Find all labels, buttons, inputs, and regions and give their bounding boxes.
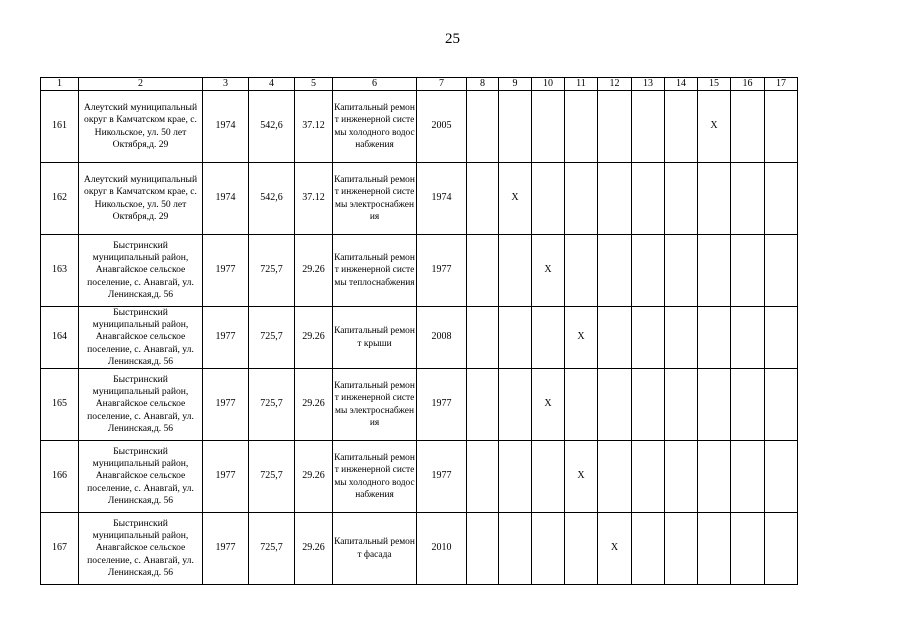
address-cell: Алеутский муниципальный округ в Камчатском крае, с. Никольское, ул. 50 лет Октября,д. 29 bbox=[79, 163, 203, 235]
mark-cell bbox=[499, 513, 532, 585]
mark-cell bbox=[467, 369, 499, 441]
build-year-cell: 1977 bbox=[203, 307, 249, 369]
mark-cell bbox=[532, 513, 565, 585]
mark-cell bbox=[632, 91, 665, 163]
work-year-cell: 1977 bbox=[417, 369, 467, 441]
column-number: 4 bbox=[249, 78, 295, 91]
mark-cell bbox=[499, 235, 532, 307]
column-number: 12 bbox=[598, 78, 632, 91]
mark-cell bbox=[598, 91, 632, 163]
work-type-cell: Капитальный ремонт инженерной системы холодного водоснабжения bbox=[333, 91, 417, 163]
mark-cell bbox=[632, 235, 665, 307]
area-cell: 725,7 bbox=[249, 441, 295, 513]
mark-cell bbox=[731, 91, 765, 163]
address-cell: Алеутский муниципальный округ в Камчатском крае, с. Никольское, ул. 50 лет Октября,д. 29 bbox=[79, 91, 203, 163]
table-row bbox=[41, 91, 798, 163]
work-type-cell: Капитальный ремонт инженерной системы холодного водоснабжения bbox=[333, 441, 417, 513]
column-number: 11 bbox=[565, 78, 598, 91]
table-row bbox=[41, 441, 798, 513]
build-year-cell: 1977 bbox=[203, 369, 249, 441]
work-year-cell: 1977 bbox=[417, 235, 467, 307]
work-year-cell: 2010 bbox=[417, 513, 467, 585]
mark-cell bbox=[765, 235, 798, 307]
address-cell: Быстринский муниципальный район, Анавгайское сельское поселение, с. Анавгай, ул. Ленинская,д. 56 bbox=[79, 441, 203, 513]
mark-cell bbox=[665, 91, 698, 163]
mark-cell bbox=[731, 513, 765, 585]
row-number: 165 bbox=[41, 369, 79, 441]
row-number: 163 bbox=[41, 235, 79, 307]
table-row bbox=[41, 513, 798, 585]
build-year-cell: 1974 bbox=[203, 91, 249, 163]
mark-cell bbox=[665, 163, 698, 235]
mark-cell bbox=[467, 91, 499, 163]
rate-cell: 29.26 bbox=[295, 307, 333, 369]
table-row bbox=[41, 369, 798, 441]
column-number: 17 bbox=[765, 78, 798, 91]
mark-cell bbox=[765, 163, 798, 235]
work-year-cell: 1977 bbox=[417, 441, 467, 513]
mark-cell: X bbox=[532, 369, 565, 441]
mark-cell bbox=[665, 513, 698, 585]
column-number: 7 bbox=[417, 78, 467, 91]
rate-cell: 29.26 bbox=[295, 235, 333, 307]
row-number: 166 bbox=[41, 441, 79, 513]
area-cell: 725,7 bbox=[249, 369, 295, 441]
mark-cell bbox=[467, 513, 499, 585]
mark-cell bbox=[467, 307, 499, 369]
mark-cell bbox=[632, 307, 665, 369]
rate-cell: 29.26 bbox=[295, 369, 333, 441]
column-number: 15 bbox=[698, 78, 731, 91]
mark-cell bbox=[532, 91, 565, 163]
work-year-cell: 2008 bbox=[417, 307, 467, 369]
column-number: 16 bbox=[731, 78, 765, 91]
mark-cell bbox=[632, 163, 665, 235]
column-number: 2 bbox=[79, 78, 203, 91]
mark-cell bbox=[532, 441, 565, 513]
address-cell: Быстринский муниципальный район, Анавгайское сельское поселение, с. Анавгай, ул. Ленинская,д. 56 bbox=[79, 235, 203, 307]
mark-cell: X bbox=[565, 307, 598, 369]
rate-cell: 37.12 bbox=[295, 91, 333, 163]
register-table bbox=[40, 77, 798, 585]
address-cell: Быстринский муниципальный район, Анавгайское сельское поселение, с. Анавгай, ул. Ленинская,д. 56 bbox=[79, 307, 203, 369]
mark-cell bbox=[731, 441, 765, 513]
table-row bbox=[41, 307, 798, 369]
table-row bbox=[41, 163, 798, 235]
mark-cell bbox=[565, 163, 598, 235]
mark-cell bbox=[731, 369, 765, 441]
area-cell: 542,6 bbox=[249, 91, 295, 163]
work-type-cell: Капитальный ремонт инженерной системы электроснабжения bbox=[333, 369, 417, 441]
build-year-cell: 1977 bbox=[203, 513, 249, 585]
mark-cell bbox=[665, 369, 698, 441]
area-cell: 725,7 bbox=[249, 513, 295, 585]
mark-cell bbox=[665, 307, 698, 369]
mark-cell bbox=[765, 91, 798, 163]
mark-cell: X bbox=[565, 441, 598, 513]
mark-cell bbox=[698, 369, 731, 441]
mark-cell bbox=[532, 307, 565, 369]
column-number: 1 bbox=[41, 78, 79, 91]
row-number: 162 bbox=[41, 163, 79, 235]
mark-cell: X bbox=[698, 91, 731, 163]
mark-cell bbox=[467, 235, 499, 307]
work-type-cell: Капитальный ремонт крыши bbox=[333, 307, 417, 369]
work-year-cell: 2005 bbox=[417, 91, 467, 163]
build-year-cell: 1977 bbox=[203, 235, 249, 307]
row-number: 161 bbox=[41, 91, 79, 163]
mark-cell bbox=[698, 513, 731, 585]
mark-cell: X bbox=[598, 513, 632, 585]
mark-cell bbox=[632, 369, 665, 441]
rate-cell: 29.26 bbox=[295, 441, 333, 513]
column-number: 10 bbox=[532, 78, 565, 91]
mark-cell bbox=[499, 441, 532, 513]
mark-cell: X bbox=[532, 235, 565, 307]
address-cell: Быстринский муниципальный район, Анавгайское сельское поселение, с. Анавгай, ул. Ленинская,д. 56 bbox=[79, 369, 203, 441]
column-number: 13 bbox=[632, 78, 665, 91]
mark-cell bbox=[532, 163, 565, 235]
mark-cell: X bbox=[499, 163, 532, 235]
mark-cell bbox=[565, 369, 598, 441]
mark-cell bbox=[698, 163, 731, 235]
mark-cell bbox=[598, 235, 632, 307]
header-row bbox=[41, 78, 798, 91]
mark-cell bbox=[665, 235, 698, 307]
mark-cell bbox=[565, 235, 598, 307]
column-number: 8 bbox=[467, 78, 499, 91]
work-type-cell: Капитальный ремонт фасада bbox=[333, 513, 417, 585]
column-number: 5 bbox=[295, 78, 333, 91]
rate-cell: 37.12 bbox=[295, 163, 333, 235]
mark-cell bbox=[765, 369, 798, 441]
column-number: 3 bbox=[203, 78, 249, 91]
mark-cell bbox=[598, 441, 632, 513]
mark-cell bbox=[698, 307, 731, 369]
build-year-cell: 1977 bbox=[203, 441, 249, 513]
page-number: 25 bbox=[445, 31, 460, 47]
mark-cell bbox=[665, 441, 698, 513]
address-cell: Быстринский муниципальный район, Анавгайское сельское поселение, с. Анавгай, ул. Ленинская,д. 56 bbox=[79, 513, 203, 585]
mark-cell bbox=[565, 91, 598, 163]
mark-cell bbox=[632, 513, 665, 585]
area-cell: 725,7 bbox=[249, 307, 295, 369]
mark-cell bbox=[598, 307, 632, 369]
mark-cell bbox=[765, 513, 798, 585]
mark-cell bbox=[499, 369, 532, 441]
area-cell: 725,7 bbox=[249, 235, 295, 307]
work-year-cell: 1974 bbox=[417, 163, 467, 235]
mark-cell bbox=[467, 441, 499, 513]
mark-cell bbox=[499, 307, 532, 369]
mark-cell bbox=[765, 307, 798, 369]
mark-cell bbox=[565, 513, 598, 585]
mark-cell bbox=[598, 369, 632, 441]
mark-cell bbox=[765, 441, 798, 513]
mark-cell bbox=[499, 91, 532, 163]
work-type-cell: Капитальный ремонт инженерной системы электроснабжения bbox=[333, 163, 417, 235]
mark-cell bbox=[698, 235, 731, 307]
mark-cell bbox=[698, 441, 731, 513]
column-number: 9 bbox=[499, 78, 532, 91]
table-row bbox=[41, 235, 798, 307]
mark-cell bbox=[467, 163, 499, 235]
mark-cell bbox=[632, 441, 665, 513]
mark-cell bbox=[731, 235, 765, 307]
row-number: 164 bbox=[41, 307, 79, 369]
build-year-cell: 1974 bbox=[203, 163, 249, 235]
rate-cell: 29.26 bbox=[295, 513, 333, 585]
mark-cell bbox=[598, 163, 632, 235]
area-cell: 542,6 bbox=[249, 163, 295, 235]
column-number: 6 bbox=[333, 78, 417, 91]
work-type-cell: Капитальный ремонт инженерной системы теплоснабжения bbox=[333, 235, 417, 307]
mark-cell bbox=[731, 307, 765, 369]
column-number: 14 bbox=[665, 78, 698, 91]
row-number: 167 bbox=[41, 513, 79, 585]
mark-cell bbox=[731, 163, 765, 235]
